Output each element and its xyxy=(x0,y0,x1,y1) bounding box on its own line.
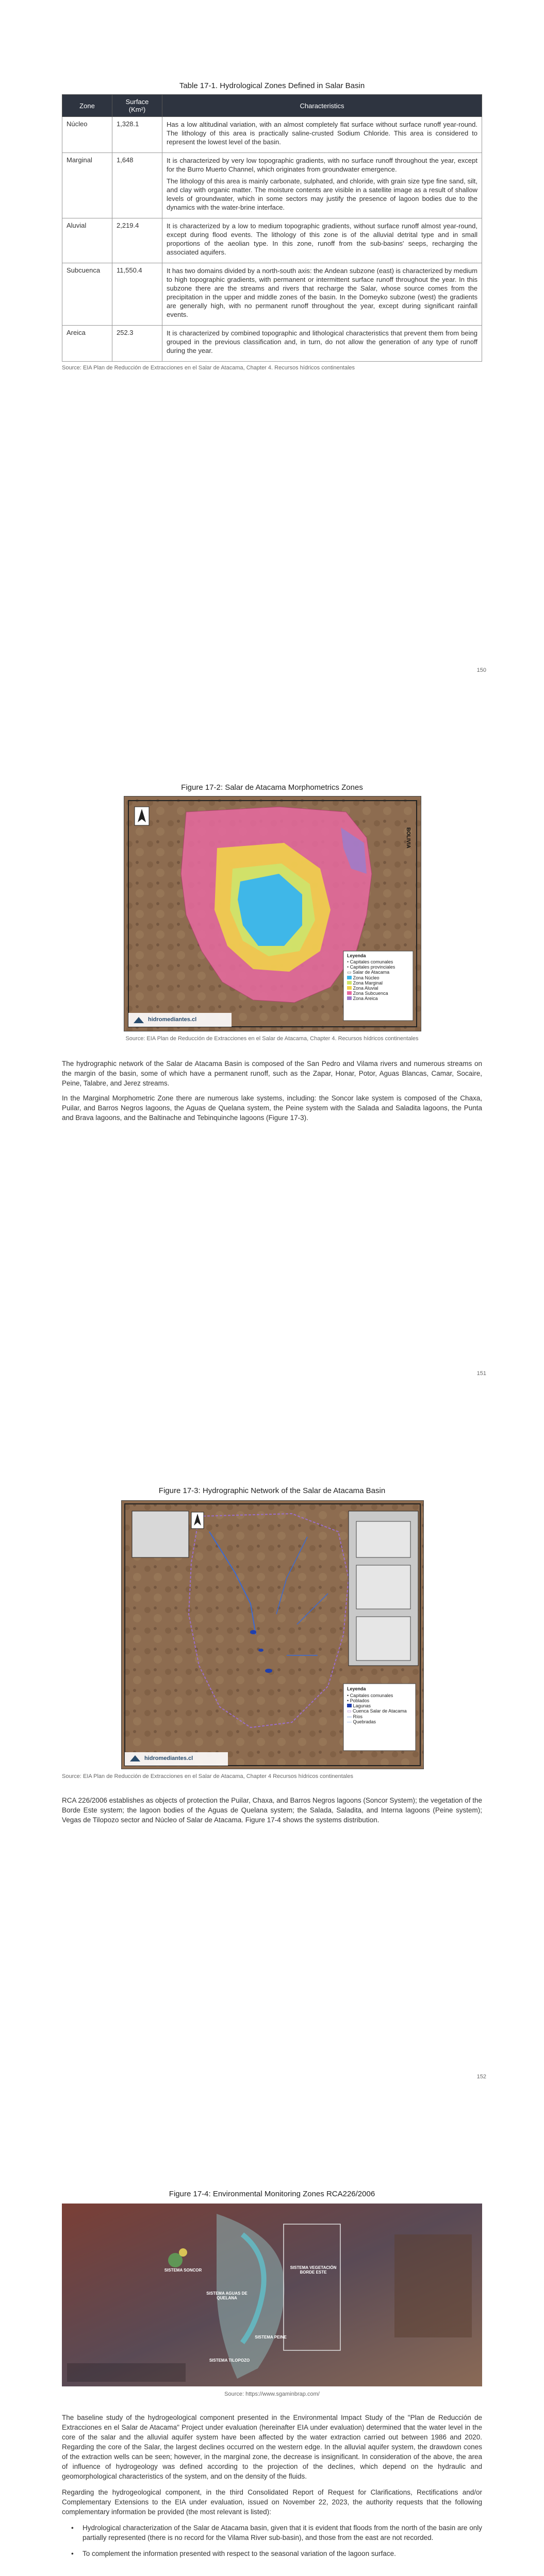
page-4 xyxy=(0,2110,544,2576)
satellite-svg xyxy=(62,2204,482,2386)
label-tilopozo: SISTEMA TILOPOZO xyxy=(209,2358,250,2363)
page-2 xyxy=(0,703,544,1406)
list-item: • Hydrological characterization of the Salar de Atacama basin, given that it is evident that floods from the north of the basin are only partially represented (there is no record for the Vilama River sub-basin), and those from the east are not recorded. xyxy=(71,2524,482,2541)
page-number: 150 xyxy=(476,667,486,673)
north-arrow-icon xyxy=(191,1512,204,1529)
monitoring-zones-image xyxy=(62,2204,482,2386)
hydrographic-network-map xyxy=(121,1500,424,1769)
col-characteristics: Characteristics xyxy=(162,95,482,117)
figure4-source: Source: https://www.sgaminbrap.com/ xyxy=(224,2391,320,2397)
table-row: Subcuenca 11,550.4 It has two domains divided by a north-south axis: the Andean subzone (east) is characterized by medium to high topographic gradients, with permanent or intermittent surface runoff throughout the year. In this subzone there are the streams and rivers that recharge the Salar, whose source comes from the precipitation in the upper and middle zones of the basin. In the Domeyko subzone (west) the gradients are generally high, with no permanent runoff throughout the year, except during significant rainfall events. xyxy=(62,263,482,326)
label-quelana: SISTEMA AGUAS DE QUELANA xyxy=(206,2291,248,2300)
table-source: Source: EIA Plan de Reducción de Extracciones en el Salar de Atacama, Chapter 4. Recursos hídricos continentales xyxy=(62,365,355,371)
paragraph-complementary-request: Regarding the hydrogeological component, in the third Consolidated Report of Request for Clarifications, Rectifications and/or Complementary Extensions to the EIA under evaluation, issued on November 22, 2023, the authority requests that the following complementary information be provided (the most relevant is listed): xyxy=(62,2488,482,2516)
list-item: • To complement the information presented with respect to the seasonal variation of the lagoon surface. xyxy=(71,2550,396,2557)
col-zone: Zone xyxy=(62,95,112,117)
paragraph-hydrographic-network: The hydrographic network of the Salar de Atacama Basin is composed of the San Pedro and Vilama rivers and numerous streams on the margin of the basin, some of which have a permanent runoff, such as the Zapar, Honar, Potor, Aguas Blancas, Camar, Socaire, Peine, Talabre, and Jerez streams. xyxy=(62,1060,482,1087)
table-row: Núcleo 1,328.1 Has a low altitudinal variation, with an almost completely flat surface without surface runoff year-round. The lithology of this area is practically saline-crusted Sodium Chloride. This area is considered to represent the lowest level of the basin. xyxy=(62,117,482,153)
table-row: Marginal 1,648 It is characterized by very low topographic gradients, with no surface runoff throughout the year, except for the Burro Muerto Channel, which originates from groundwater emergence. The lithology of this area is mainly carbonate, sulphated, and chloride, with grain size type fine sand, silt, and clay with organic matter. The moisture contents are visible in a satellite image as a result of shallow levels of groundwater, which in some sectors may justify the presence of lagoon bodies due to the dynamics with the water-brine interface. xyxy=(62,153,482,218)
figure4-caption: Figure 17-4: Environmental Monitoring Zones RCA226/2006 xyxy=(169,2190,375,2198)
page-1 xyxy=(0,0,544,703)
paragraph-baseline-study: The baseline study of the hydrogeological component presented in the Environmental Impact Study of the "Plan de Reducción de Extracciones en el Salar de Atacama" Project under evaluation (hereinafter EIA under evaluation) determined that the water level in the core of the salar and the alluvial aquifer system have been affected by the water extraction carried out between 1986 and 2020. Regarding the core of the Salar, the largest declines occurred on the western edge. In the alluvial aquifer system, the drawdown cones of the extraction wells can be seen; however, in the marginal zone, the decrease is insignificant. In consideration of the above, the area of influence of hydrogeology was defined according to the projection of the declines, which depend on the hydraulic and geomorphological characteristics of the system, and on the density of the fluids. xyxy=(62,2414,482,2480)
table-row: Aluvial 2,219.4 It is characterized by a low to medium topographic gradients, without surface runoff almost year-round, except during flood events. The lithology of this zone is of the alluvial detrital type and in small proportions of the aeolian type. In this zone, runoff from the sub-basins' seeps, recharging the associated aquifers. xyxy=(62,218,482,263)
north-arrow-icon xyxy=(135,807,149,825)
page-number: 151 xyxy=(476,1370,486,1377)
label-peine: SISTEMA PEINE xyxy=(255,2335,287,2340)
col-surface: Surface (Km²) xyxy=(112,95,162,117)
map-logo-text: hidromediantes.cl xyxy=(144,1755,193,1761)
map-country-label: BOLIVIA xyxy=(405,827,411,849)
paragraph-rca-protection: RCA 226/2006 establishes as objects of protection the Puilar, Chaxa, and Barros Negros lagoons (Soncor System); the vegetation of the Borde Este system; the lagoon bodies of the Aguas de Quelana system; the Salada, Saladita, and Interna lagoons (Peine system); Vegas de Tilopozo sector and Núcleo of Salar de Atacama. Figure 17-4 shows the systems distribution. xyxy=(62,1797,482,1824)
map-legend: Leyenda • Capitales comunales • Capitales provinciales ▭ Salar de Atacama Zona Núcleo Zona Marginal Zona Aluvial Zona Subcuenca Zona Areica xyxy=(347,953,395,1001)
table-row: Areica 252.3 It is characterized by combined topographic and lithological characteristics that prevent them from being grouped in the previous classification and, in turn, do not allow the generation of any type of runoff during the year. xyxy=(62,326,482,362)
hydrological-zones-table xyxy=(62,94,482,362)
map-logo-text: hidromediantes.cl xyxy=(148,1016,197,1023)
paragraph-lake-systems: In the Marginal Morphometric Zone there are numerous lake systems, including: the Soncor lake system is composed of the Chaxa, Puilar, and Barros Negros lagoons, the Aguas de Quelana system, the Peine system with the Salada and Saladita lagoons, the Punta and Brava lagoons, and the Baltinache and Tebinquinche lagoons (Figure 17-3). xyxy=(62,1094,482,1122)
morphometric-zones-map xyxy=(124,796,421,1031)
figure3-caption: Figure 17-3: Hydrographic Network of the Salar de Atacama Basin xyxy=(158,1486,386,1495)
label-borde-este: SISTEMA VEGETACIÓN BORDE ESTE xyxy=(290,2265,337,2275)
table-caption: Table 17-1. Hydrological Zones Defined in Salar Basin xyxy=(179,81,365,90)
figure2-caption: Figure 17-2: Salar de Atacama Morphometrics Zones xyxy=(181,783,363,792)
page-3 xyxy=(0,1406,544,2110)
page-number: 152 xyxy=(476,2074,486,2080)
figure2-source: Source: EIA Plan de Reducción de Extracciones en el Salar de Atacama, Chapter 4. Recursos hídricos continentales xyxy=(125,1036,419,1042)
figure3-source: Source: EIA Plan de Reducción de Extracciones en el Salar de Atacama, Chapter 4 Recursos hídricos continentales xyxy=(62,1773,353,1780)
map-legend: Leyenda • Capitales comunales • Poblados Lagunas ▭ Cuenca Salar de Atacama — Ríos — Quebradas xyxy=(347,1686,407,1724)
label-soncor: SISTEMA SONCOR xyxy=(164,2268,202,2273)
map-svg xyxy=(122,1501,423,1769)
